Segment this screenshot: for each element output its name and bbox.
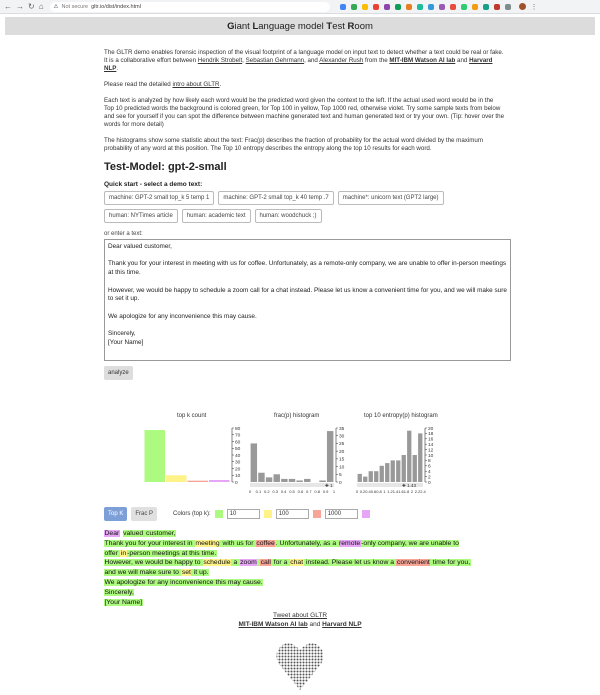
tweet-link[interactable] xyxy=(0,612,600,619)
bar xyxy=(281,479,287,482)
footer-mit-ibm-link[interactable]: MIT-IBM Watson AI lab xyxy=(238,621,308,628)
and-text: and xyxy=(307,621,323,628)
footer-harvard-link[interactable]: Harvard NLP xyxy=(322,621,362,628)
x-tick-label: 1 xyxy=(332,489,336,494)
y-tick-label: 15 xyxy=(339,457,345,463)
analyzed-text xyxy=(104,529,524,607)
extension-icon[interactable] xyxy=(472,4,478,10)
y-tick-label: 18 xyxy=(428,432,434,438)
quick-start-label: Quick start - select a demo text: xyxy=(104,181,203,188)
extension-icon[interactable] xyxy=(351,4,357,10)
intro-read-paragraph xyxy=(104,81,504,89)
result-token[interactable]: -only company, we are unable to xyxy=(361,539,459,547)
warning-icon: ⚠ xyxy=(53,3,59,10)
title-r: R xyxy=(347,20,355,32)
analyze-button[interactable]: analyze xyxy=(104,366,133,380)
result-token[interactable]: with us for xyxy=(220,539,256,547)
browser-toolbar xyxy=(0,0,600,14)
y-tick-label: 30 xyxy=(235,460,241,466)
extension-icon[interactable] xyxy=(406,4,412,10)
demo-button-academic[interactable]: human: academic text xyxy=(182,209,251,223)
x-tick-label: 0.9 xyxy=(322,489,329,494)
result-token[interactable]: set xyxy=(181,569,191,577)
bar xyxy=(413,455,417,482)
harvard-nlp-link[interactable]: Harvard NLP xyxy=(104,57,493,72)
x-tick-label: 2.2 xyxy=(414,489,421,494)
marker-label: ✚ 1 xyxy=(325,483,333,488)
extension-icon[interactable] xyxy=(362,4,368,10)
x-tick-label: 0.1 xyxy=(255,489,262,494)
x-tick-label: 0 xyxy=(248,489,252,494)
y-tick-label: 20 xyxy=(428,426,434,432)
x-tick-label: 1 xyxy=(383,489,386,494)
page-title-bar xyxy=(5,17,595,35)
address-bar[interactable] xyxy=(50,2,330,12)
extension-icon[interactable] xyxy=(494,4,500,10)
x-tick-label: 0.6 xyxy=(297,489,304,494)
x-tick-label: 0.2 xyxy=(264,489,270,494)
y-tick-label: 0 xyxy=(339,480,342,486)
tweet-link-text[interactable]: Tweet about GLTR xyxy=(272,612,328,619)
result-token[interactable]: and we will make sure to xyxy=(104,569,181,577)
result-token[interactable]: [Your Name] xyxy=(104,598,143,606)
author-link-strobelt[interactable]: Hendrik Strobelt xyxy=(197,57,243,64)
x-tick-label: 1.6 xyxy=(398,489,404,494)
y-tick-label: 4 xyxy=(428,470,431,475)
result-token[interactable]: coffee xyxy=(256,539,275,547)
result-token[interactable]: convenient xyxy=(396,559,430,567)
menu-icon[interactable]: ⋮ xyxy=(530,3,538,11)
x-tick-label: 0.6 xyxy=(370,489,377,494)
swatch-top10 xyxy=(215,510,223,518)
browser-nav xyxy=(0,2,44,11)
x-tick-label: 0.7 xyxy=(306,489,312,494)
url-text: gltr.io/dist/index.html xyxy=(91,3,141,10)
demo-button-nytimes[interactable]: human: NYTimes article xyxy=(104,209,178,223)
bar xyxy=(166,475,187,482)
y-tick-label: 10 xyxy=(235,474,241,480)
y-tick-label: 14 xyxy=(428,443,434,448)
bar xyxy=(209,480,230,482)
display-controls xyxy=(104,507,370,521)
extension-icon[interactable] xyxy=(461,4,467,10)
bar xyxy=(391,460,395,482)
footer-labs xyxy=(0,621,600,628)
reload-icon[interactable]: ↻ xyxy=(28,2,35,11)
extensions-bar xyxy=(340,4,511,10)
intro-text: from the xyxy=(363,57,390,64)
security-label: Not secure xyxy=(61,3,89,10)
bar xyxy=(418,433,422,482)
entropy-histogram xyxy=(355,420,445,500)
bar xyxy=(327,431,333,482)
marker-label: ✚ 1.43 xyxy=(402,483,417,488)
bar xyxy=(266,477,272,482)
x-tick-label: 1.2 xyxy=(387,489,393,494)
result-token[interactable]: in xyxy=(120,549,127,557)
title-t: T xyxy=(326,20,333,32)
extension-icon[interactable] xyxy=(373,4,379,10)
result-token[interactable]: Dear xyxy=(104,530,120,537)
y-tick-label: 40 xyxy=(235,453,241,459)
input-label: or enter a text: xyxy=(104,231,143,237)
result-token[interactable]: offer xyxy=(104,549,120,557)
y-tick-label: 16 xyxy=(428,437,434,443)
result-token[interactable]: We apologize for any inconvenience this may cause. xyxy=(104,578,263,586)
y-tick-label: 0 xyxy=(235,480,238,486)
frac-histogram xyxy=(248,420,358,500)
topk-chart xyxy=(140,420,250,500)
bar xyxy=(145,430,166,482)
model-title: Test-Model: gpt-2-small xyxy=(104,161,227,173)
x-tick-label: 2.4 xyxy=(420,489,426,494)
swatch-top100 xyxy=(264,510,272,518)
demo-button-unicorn[interactable]: machine*: unicorn text (GPT2 large) xyxy=(338,191,444,205)
demo-button-woodchuck[interactable]: human: woodchuck ;) xyxy=(255,209,322,223)
result-line xyxy=(104,529,524,539)
demo-button-gpt2-topk5[interactable]: machine: GPT-2 small top_k 5 temp 1 xyxy=(104,191,214,205)
bar xyxy=(188,481,209,482)
result-token[interactable]: call xyxy=(260,559,271,567)
main-content xyxy=(104,49,507,380)
x-tick-label: 0.5 xyxy=(289,489,295,494)
x-tick-label: 2 xyxy=(410,489,414,494)
bar xyxy=(407,431,411,482)
topk-chart-title: top k count xyxy=(177,413,207,419)
result-line xyxy=(104,568,524,578)
y-tick-label: 80 xyxy=(235,426,241,432)
bar xyxy=(258,473,264,482)
top100-threshold-input[interactable]: 100 xyxy=(276,509,309,519)
y-tick-label: 8 xyxy=(428,459,431,465)
result-token[interactable]: zoom xyxy=(240,559,257,567)
x-tick-label: 0.8 xyxy=(314,489,320,494)
y-tick-label: 12 xyxy=(428,448,434,454)
result-token[interactable]: a xyxy=(231,559,240,567)
result-token[interactable]: chat xyxy=(290,559,304,567)
bar xyxy=(380,466,384,482)
extension-icon[interactable] xyxy=(428,4,434,10)
extension-icon[interactable] xyxy=(384,4,390,10)
dot: . xyxy=(116,65,119,72)
bar xyxy=(358,474,362,482)
extension-icon[interactable] xyxy=(340,4,346,10)
bar xyxy=(402,455,406,482)
top10-threshold-input[interactable]: 10 xyxy=(227,509,260,519)
y-tick-label: 10 xyxy=(339,465,345,471)
intro-gltr-link[interactable]: intro about GLTR xyxy=(172,81,220,88)
bar xyxy=(319,480,325,482)
y-tick-label: 20 xyxy=(235,467,241,473)
extension-icon[interactable] xyxy=(395,4,401,10)
extension-icon[interactable] xyxy=(505,4,511,10)
y-tick-label: 60 xyxy=(235,440,241,446)
result-line xyxy=(104,588,524,598)
title-est: est xyxy=(332,20,348,32)
result-token[interactable]: remote xyxy=(339,539,361,547)
result-token[interactable]: Sincerely, xyxy=(104,588,134,596)
swatch-top1000 xyxy=(313,510,321,518)
home-icon[interactable]: ⌂ xyxy=(38,2,44,11)
dot: . xyxy=(219,81,222,88)
y-tick-label: 25 xyxy=(339,442,345,448)
title-anguage: anguage model xyxy=(258,20,327,32)
extension-icon[interactable] xyxy=(439,4,445,10)
title-l: L xyxy=(252,20,259,32)
bar xyxy=(374,471,378,482)
x-tick-label: 1.8 xyxy=(403,489,410,494)
demo-buttons xyxy=(104,191,504,223)
title-iant: iant xyxy=(234,20,253,32)
entropy-chart-title: top 10 entropy(p) histogram xyxy=(364,413,438,419)
mit-ibm-link[interactable]: MIT-IBM Watson AI lab xyxy=(389,57,456,64)
x-tick-label: 0.2 xyxy=(359,489,366,494)
result-token[interactable]: Thank you for your interest in xyxy=(104,539,195,547)
y-tick-label: 0 xyxy=(428,480,431,486)
histogram-paragraph: The histograms show some statistic about the text: Frac(p) describes the fraction of probability for the actual word divided by the maximum probability of any word at this position. The Top 10 entropy describes the entropy along the top 10 results for each word. xyxy=(104,137,483,152)
colors-label: Colors (top k): xyxy=(173,511,211,517)
back-icon[interactable]: ← xyxy=(4,2,12,11)
bar xyxy=(289,479,295,482)
result-token[interactable]: customer, xyxy=(144,530,176,537)
bar xyxy=(274,474,280,482)
result-line xyxy=(104,598,524,608)
y-tick-label: 35 xyxy=(339,426,345,432)
topk-toggle[interactable]: Top K xyxy=(104,507,127,521)
y-tick-label: 50 xyxy=(235,447,241,453)
result-line xyxy=(104,578,524,588)
bar xyxy=(385,463,389,482)
x-tick-label: 0 xyxy=(355,489,359,494)
result-token[interactable]: instead. Please let us know a xyxy=(304,559,396,567)
title-g: G xyxy=(227,20,235,32)
x-tick-label: 1.4 xyxy=(392,489,399,494)
result-token[interactable]: it up. xyxy=(191,569,209,577)
result-token[interactable]: However, we would be happy to xyxy=(104,559,203,567)
y-tick-label: 70 xyxy=(235,433,241,439)
extension-icon[interactable] xyxy=(417,4,423,10)
bar xyxy=(369,471,373,482)
heart-logo-icon xyxy=(275,640,325,692)
x-tick-label: 0.4 xyxy=(365,489,371,494)
result-line xyxy=(104,539,524,549)
explanation-paragraph: Each text is analyzed by how likely each word would be the predicted word given the context to the left. If the actual used word would be in the Top 10 predicted words the background is colored green, for Top 100 in yellow, Top 1000 red, otherwise violet. Try some sample texts from below and see for yourself if you can spot the difference between machine generated text and human generated text or try your own. (Tip: hover over the words for more detail) xyxy=(104,97,505,128)
result-token[interactable]: time for you, xyxy=(430,559,471,567)
read-text: Please read the detailed xyxy=(104,81,173,88)
y-tick-label: 20 xyxy=(339,449,345,455)
y-tick-label: 2 xyxy=(428,475,431,481)
y-tick-label: 5 xyxy=(339,473,342,479)
profile-avatar[interactable] xyxy=(519,3,526,10)
y-tick-label: 10 xyxy=(428,453,434,459)
text-input[interactable]: Dear valued customer, Thank you for your interest in meeting with us for coffee. Unfortunately, as a remote-only company, we are unable to offer in-person meetings at this time. However, we would be happy to schedule a zoom call for a chat instead. Please let us know a convenient time for you, and we will make sure to set it up. We apologize for any inconvenience this may cause. Sincerely, [Your Name] xyxy=(104,239,511,361)
forward-icon[interactable]: → xyxy=(16,2,24,11)
title-oom: oom xyxy=(354,20,373,32)
bar xyxy=(251,443,257,482)
and-text: and xyxy=(455,57,470,64)
frac-chart-title: frac(p) histogram xyxy=(274,413,320,419)
swatch-other xyxy=(362,510,370,518)
fracp-toggle[interactable]: Frac P xyxy=(131,507,157,521)
bar xyxy=(363,477,367,482)
author-link-rush[interactable]: Alexander Rush xyxy=(319,57,364,64)
x-tick-label: 0.4 xyxy=(280,489,287,494)
y-tick-label: 6 xyxy=(428,464,431,470)
sep: , xyxy=(242,57,246,64)
author-link-gehrmann[interactable]: Sebastian Gehrmann xyxy=(245,57,305,64)
x-tick-label: 0.8 xyxy=(376,489,382,494)
page-title xyxy=(227,21,373,32)
extension-icon[interactable] xyxy=(450,4,456,10)
result-line xyxy=(104,558,524,568)
bar xyxy=(304,479,310,482)
intro-text: The GLTR demo enables forensic inspection of the visual footprint of a language model on input text to detect whether a text could be real or fake. It is a collaborative effort between xyxy=(104,49,504,64)
demo-button-gpt2-topk40[interactable]: machine: GPT-2 small top_k 40 temp .7 xyxy=(218,191,333,205)
x-axis-band xyxy=(250,483,334,487)
bar xyxy=(296,480,302,482)
result-token[interactable]: meeting xyxy=(195,539,220,547)
y-tick-label: 30 xyxy=(339,434,345,440)
result-token[interactable]: schedule xyxy=(203,559,231,567)
result-line xyxy=(104,549,524,559)
sep: , and xyxy=(304,57,320,64)
bar xyxy=(396,460,400,482)
result-token[interactable]: valued xyxy=(123,530,144,537)
result-token[interactable]: . Unfortunately, as a xyxy=(275,539,338,547)
result-token[interactable]: for a xyxy=(271,559,290,567)
intro-paragraph xyxy=(104,49,504,73)
result-token[interactable]: -person meetings at this time. xyxy=(127,549,217,557)
top1000-threshold-input[interactable]: 1000 xyxy=(325,509,358,519)
x-tick-label: 0.3 xyxy=(272,489,278,494)
extension-icon[interactable] xyxy=(483,4,489,10)
